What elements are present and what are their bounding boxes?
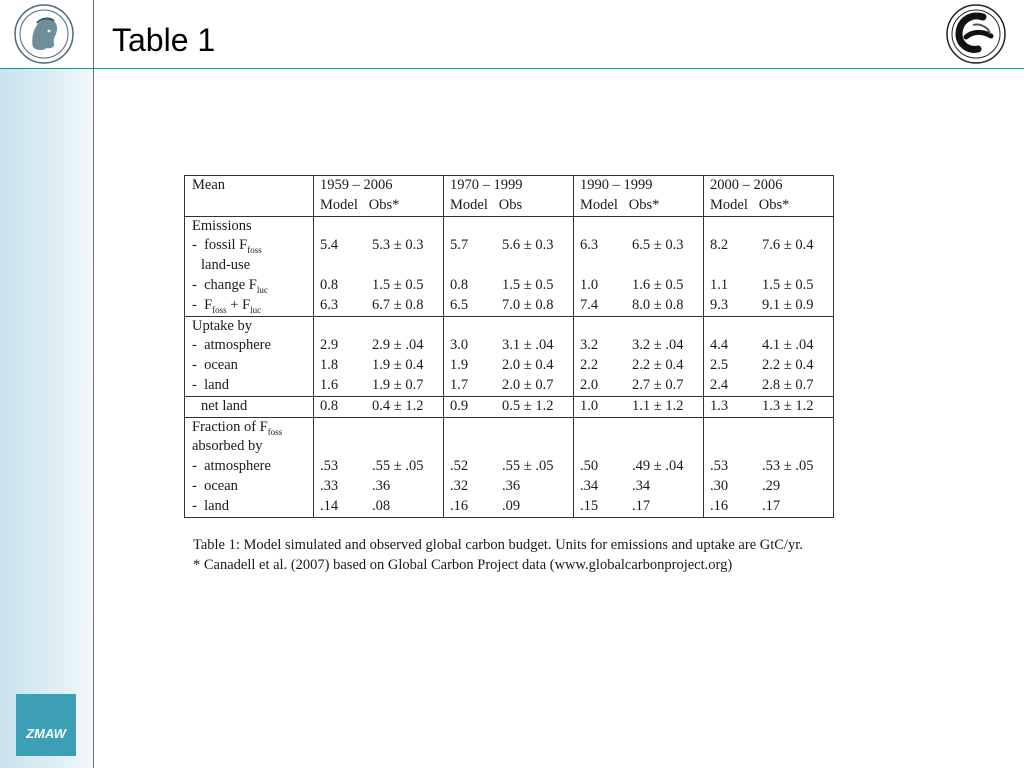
netland-label-cell: [185, 396, 314, 417]
header-label-cell: [185, 176, 314, 217]
mean-label: Mean: [192, 177, 226, 193]
period-label: 2000 – 2006: [710, 177, 783, 193]
emissions-labels: [185, 216, 314, 316]
table-header-row: [185, 176, 834, 217]
ocean-label: - ocean: [192, 477, 238, 494]
slide-title: Table 1: [112, 22, 216, 58]
value-line: 1.3 1.3 ± 1.2: [710, 397, 814, 414]
model-obs-label: Model Obs*: [320, 196, 400, 213]
uptake-values-cell: [574, 316, 704, 396]
header-period-cell: [444, 176, 574, 217]
value-line: 2.9 2.9 ± .04: [320, 337, 424, 354]
period-label: 1970 – 1999: [450, 177, 523, 193]
model-obs-label: Model Obs*: [710, 196, 790, 213]
netland-row: [185, 396, 834, 417]
header-period-cell: [704, 176, 834, 217]
left-sidebar-band: [0, 0, 94, 768]
fossil-label: - fossil $F_{foss}$: [192, 237, 262, 256]
value-line: 1.6 1.9 ± 0.7: [320, 376, 424, 393]
value-line: 0.8 1.5 ± 0.5: [450, 276, 554, 293]
value-line: 7.4 8.0 ± 0.8: [580, 296, 684, 313]
fraction-values-cell: [574, 417, 704, 517]
value-line: .52 .55 ± .05: [450, 458, 554, 475]
value-line: 2.5 2.2 ± 0.4: [710, 357, 814, 374]
value-line: 3.0 3.1 ± .04: [450, 337, 554, 354]
emissions-section-row: [185, 216, 834, 316]
uptake-heading: Uptake by: [192, 317, 252, 334]
land-label: - land: [192, 497, 230, 514]
change-label: - change $F_{luc}$: [192, 276, 268, 295]
value-line: 0.9 0.5 ± 1.2: [450, 397, 554, 414]
value-line: .34 .34: [580, 477, 651, 494]
netland-value-cell: [444, 396, 574, 417]
value-line: 6.3 6.7 ± 0.8: [320, 296, 424, 313]
value-line: .32 .36: [450, 477, 521, 494]
value-line: 5.4 5.3 ± 0.3: [320, 237, 424, 254]
ocean-label: - ocean: [192, 357, 238, 374]
sum-label: - $F_{foss} + F_{luc}$: [192, 296, 262, 315]
landuse-label: land-use: [201, 257, 251, 274]
fraction-values-cell: [704, 417, 834, 517]
value-line: 1.0 1.1 ± 1.2: [580, 397, 684, 414]
emissions-values-cell: [704, 216, 834, 316]
fraction-values-cell: [314, 417, 444, 517]
value-line: 2.4 2.8 ± 0.7: [710, 376, 814, 393]
netland-value-cell: [704, 396, 834, 417]
value-line: .14 .08: [320, 497, 391, 514]
model-obs-label: Model Obs: [450, 196, 523, 213]
carbon-budget-table-container: [184, 175, 834, 518]
value-line: 0.8 1.5 ± 0.5: [320, 276, 424, 293]
uptake-values-cell: [444, 316, 574, 396]
value-line: .53 .55 ± .05: [320, 458, 424, 475]
header-period-cell: [314, 176, 444, 217]
value-line: 1.8 1.9 ± 0.4: [320, 357, 424, 374]
value-line: .53 .53 ± .05: [710, 458, 814, 475]
fraction-heading: Fraction of $F_{foss}$: [192, 418, 283, 437]
value-line: 1.0 1.6 ± 0.5: [580, 276, 684, 293]
emissions-values-cell: [314, 216, 444, 316]
value-line: 0.8 0.4 ± 1.2: [320, 397, 424, 414]
value-line: 1.1 1.5 ± 0.5: [710, 276, 814, 293]
table-caption: [193, 535, 853, 575]
period-label: 1990 – 1999: [580, 177, 653, 193]
value-line: .15 .17: [580, 497, 651, 514]
value-line: 3.2 3.2 ± .04: [580, 337, 684, 354]
emissions-values-cell: [444, 216, 574, 316]
land-label: - land: [192, 376, 230, 393]
emissions-heading: Emissions: [192, 217, 252, 234]
value-line: .30 .29: [710, 477, 781, 494]
carbon-budget-table: [184, 175, 834, 518]
value-line: 9.3 9.1 ± 0.9: [710, 296, 814, 313]
value-line: 6.3 6.5 ± 0.3: [580, 237, 684, 254]
uptake-values-cell: [314, 316, 444, 396]
value-line: 6.5 7.0 ± 0.8: [450, 296, 554, 313]
fraction-section-row: [185, 417, 834, 517]
value-line: .16 .17: [710, 497, 781, 514]
value-line: 1.9 2.0 ± 0.4: [450, 357, 554, 374]
fraction-values-cell: [444, 417, 574, 517]
model-obs-label: Model Obs*: [580, 196, 660, 213]
value-line: 2.0 2.7 ± 0.7: [580, 376, 684, 393]
value-line: 1.7 2.0 ± 0.7: [450, 376, 554, 393]
netland-value-cell: [574, 396, 704, 417]
zmaw-logo-text: ZMAW: [26, 726, 66, 741]
value-line: .16 .09: [450, 497, 521, 514]
netland-value-cell: [314, 396, 444, 417]
value-line: .50 .49 ± .04: [580, 458, 684, 475]
value-line: 5.7 5.6 ± 0.3: [450, 237, 554, 254]
atmosphere-label: - atmosphere: [192, 337, 271, 354]
uptake-section-row: [185, 316, 834, 396]
header-divider: [0, 68, 1024, 69]
atmosphere-label: - atmosphere: [192, 458, 271, 475]
uptake-values-cell: [704, 316, 834, 396]
period-label: 1959 – 2006: [320, 177, 393, 193]
value-line: 4.4 4.1 ± .04: [710, 337, 814, 354]
value-line: 8.2 7.6 ± 0.4: [710, 237, 814, 254]
institute-logo-icon: [943, 3, 1009, 65]
absorbed-by-label: absorbed by: [192, 438, 263, 455]
emissions-values-cell: [574, 216, 704, 316]
caption-source: * Canadell et al. (2007) based on Global Carbon Project data (www.globalcarbonproject.org): [193, 557, 733, 573]
uptake-labels: [185, 316, 314, 396]
value-line: .33 .36: [320, 477, 391, 494]
zmaw-logo: [16, 694, 76, 756]
netland-label: net land: [201, 397, 248, 414]
fraction-labels: [185, 417, 314, 517]
caption-text: Table 1: Model simulated and observed global carbon budget. Units for emissions and uptake are GtC/yr.: [193, 537, 803, 553]
header-period-cell: [574, 176, 704, 217]
minerva-logo-icon: [13, 3, 75, 65]
value-line: 2.2 2.2 ± 0.4: [580, 357, 684, 374]
